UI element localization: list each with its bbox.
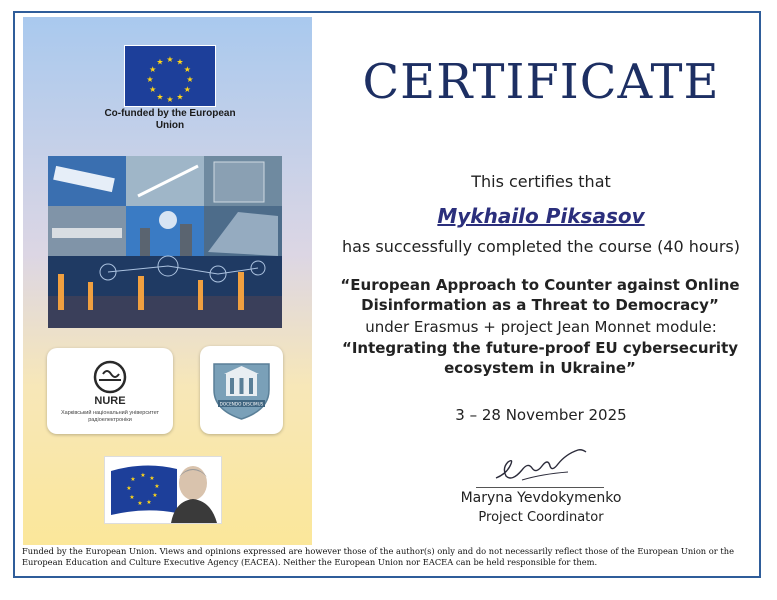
svg-text:★: ★ [129,494,135,501]
ki-shield-icon [210,358,273,422]
recipient-name: Mykhailo Piksasov [437,204,645,228]
svg-text:★: ★ [183,85,191,94]
svg-text:★: ★ [156,57,164,67]
nure-subtitle: Харківський національний університет радіоелектроніки [60,410,160,423]
svg-text:★: ★ [130,476,136,483]
nure-name: NURE [94,395,126,407]
svg-text:★: ★ [154,483,160,490]
cofunded-label: Co-funded by the European Union [104,108,236,131]
svg-text:★: ★ [176,57,184,67]
svg-text:★: ★ [166,55,174,64]
svg-text:★: ★ [140,472,146,479]
jean-monnet-photo [104,456,222,524]
infrastructure-collage [48,156,282,328]
signer-role: Project Coordinator [478,510,604,525]
signer-name: Maryna Yevdokymenko [460,490,622,506]
certificate-title: CERTIFICATE [362,54,720,110]
svg-text:★: ★ [146,499,152,506]
ki-motto: DOCENDO DISCIMUS [219,401,264,407]
svg-text:★: ★ [166,95,174,104]
course-title: “European Approach to Counter against Online Disinformation as a Threat to Democracy” [340,276,740,314]
svg-text:★: ★ [146,75,154,84]
svg-text:★: ★ [186,75,194,84]
nure-emblem-icon [93,360,127,394]
program-text: under Erasmus + project Jean Monnet module: [365,318,717,336]
course-dates: 3 – 28 November 2025 [455,406,627,424]
funding-disclaimer: Funded by the European Union. Views and opinions expressed are however those of the author(s) only and do not necessarily reflect those of the European Union or the European Education and Culture Executive Agency (EACEA). Neither the European Union nor EACEA can be held responsible for them. [22,546,734,567]
ki-logo-card [200,346,283,434]
svg-text:★: ★ [137,500,143,507]
eu-flag-icon [124,45,216,107]
completion-text: has successfully completed the course (40 hours) [342,237,740,256]
svg-text:★: ★ [156,92,164,102]
svg-text:★: ★ [176,92,184,102]
nure-logo-card [47,348,173,434]
certifies-text: This certifies that [471,172,611,191]
module-title: “Integrating the future-proof EU cybersecurity ecosystem in Ukraine” [341,339,739,377]
svg-text:★: ★ [152,492,158,499]
svg-text:★: ★ [149,85,157,94]
svg-text:★: ★ [183,65,191,74]
signature-line [476,487,604,488]
signature-icon [492,444,590,488]
svg-text:★: ★ [126,485,132,492]
svg-text:★: ★ [149,475,155,482]
svg-text:★: ★ [149,65,157,74]
